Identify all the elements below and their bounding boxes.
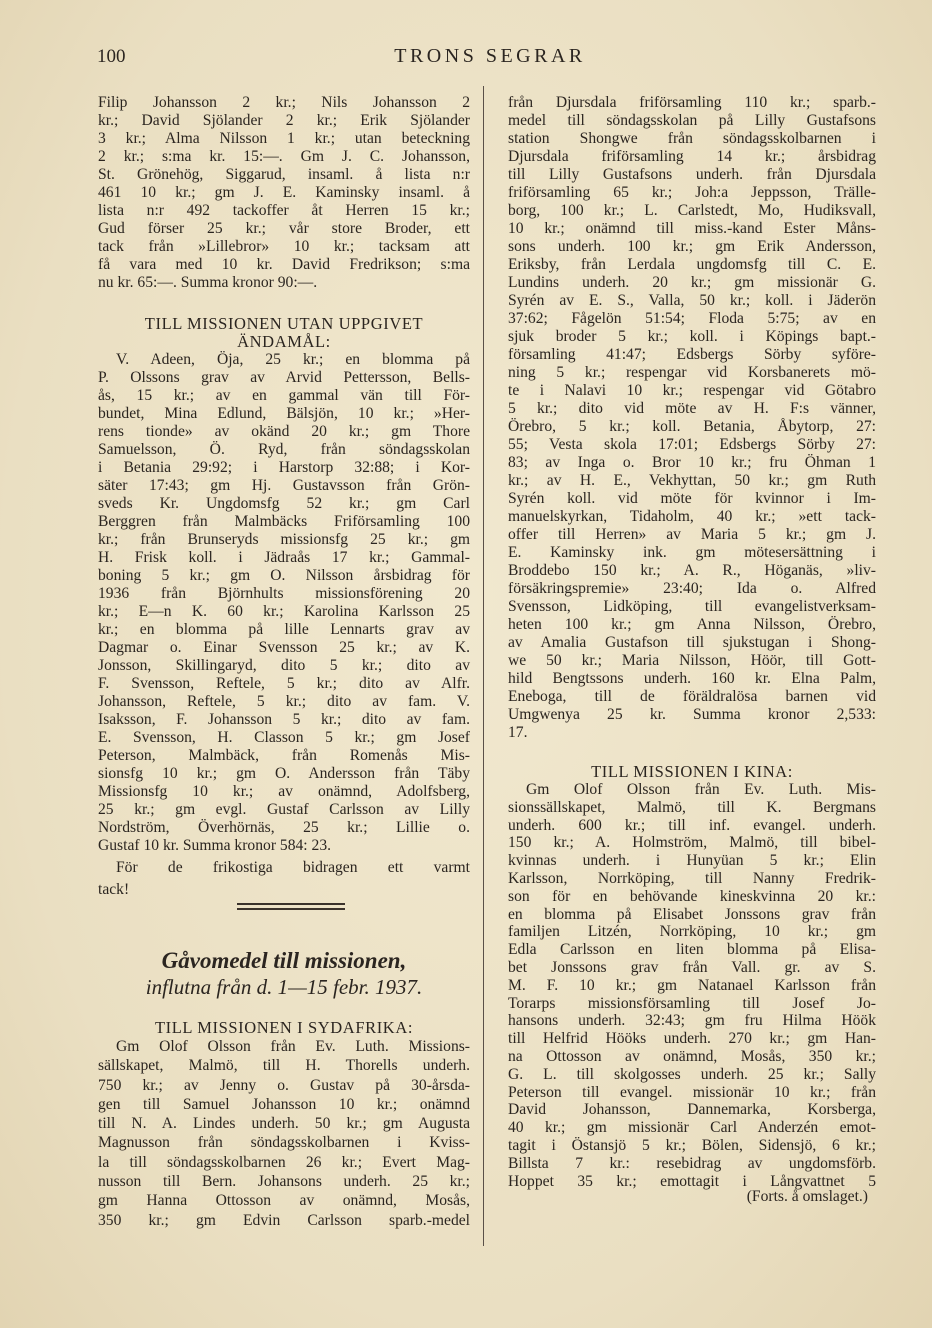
text-line: 37:62; Fågelön 51:54; Floda 5:75; av en xyxy=(508,310,876,327)
text-line: son för en behövande kineskvinna 20 kr.: xyxy=(508,887,876,905)
running-title: TRONS SEGRAR xyxy=(394,45,586,67)
text-line: 40 kr.; gm missionär Carl Anderzén emot- xyxy=(508,1119,876,1137)
text-line: en blomma på Elisabet Jonssons grav från xyxy=(508,905,876,923)
text-line: Eneboga, till de föräldralösa barnen vid xyxy=(508,688,876,705)
text-line: Djursdala friförsamling 14 kr.; årsbidrag xyxy=(508,148,876,165)
text-line: lista n:r 492 tackoffer åt Herren 15 kr.; xyxy=(98,202,470,219)
text-line: från Djursdala friförsamling 110 kr.; sparb.- xyxy=(508,94,876,111)
text-line: 25 kr.; gm evgl. Gustaf Carlsson av Lilly xyxy=(98,801,470,818)
text-line: kr.; från Brunseryds missionsfg 25 kr.; gm xyxy=(98,531,470,548)
text-line: Gm Olof Olsson från Ev. Luth. Mis- xyxy=(526,781,876,798)
column-divider xyxy=(483,86,484,1246)
text-line: 1936 från Björnhults missionsförening 20 xyxy=(98,585,470,602)
text-line: E. Svensson, H. Classon 5 kr.; gm Josef xyxy=(98,729,470,746)
text-line: Örebro, 5 kr.; koll. Betania, Åbytorp, 27: xyxy=(508,418,876,435)
text-line: i Betania 29:92; i Harstorp 32:88; i Kor- xyxy=(98,459,470,476)
text-line: Nordström, Överhörnäs, 25 kr.; Lillie o. xyxy=(98,819,470,836)
text-line: församling 41:47; Edsbergs Sörby syföre- xyxy=(508,346,876,363)
right-paragraph-1 xyxy=(508,94,876,742)
text-line: ås, 15 kr.; av en gammal vän till För- xyxy=(98,387,470,404)
text-line: station Shongwe från söndagsskolbarnen i xyxy=(508,130,876,147)
text-line: St. Grönehög, Siggarud, insaml. å lista n:r xyxy=(98,166,470,183)
left-paragraph-1 xyxy=(98,94,470,292)
text-line: Peterson till evangel. missionär 10 kr.; från xyxy=(508,1083,876,1101)
text-line: Umgwenya 25 kr. Summa kronor 2,533: xyxy=(508,706,876,723)
text-line: Gm Olof Olsson från Ev. Luth. Missions- xyxy=(116,1038,470,1055)
heading-sydafrika: TILL MISSIONEN I SYDAFRIKA: xyxy=(154,1018,414,1037)
text-line: till Lilly Gustafsons underh. från Djursdala xyxy=(508,166,876,183)
text-line: 83; av Inga o. Bror 10 kr.; fru Öhman 1 xyxy=(508,454,876,471)
text-line: Edla Carlsson en liten blomma på Elisa- xyxy=(508,941,876,959)
text-line: Hoppet 35 kr.; emottagit i Långvattnet 5 xyxy=(508,1172,876,1190)
heading-kina: TILL MISSIONEN I KINA: xyxy=(591,762,793,781)
left-paragraph-3 xyxy=(98,857,470,901)
text-line: M. F. 10 kr.; gm Natanael Karlsson från xyxy=(508,976,876,994)
page-number: 100 xyxy=(97,46,126,67)
text-line: Samuelsson, Ö. Ryd, från söndagsskolan xyxy=(98,441,470,458)
text-line: Karlsson, Norrköping, till Nanny Fredrik- xyxy=(508,869,876,887)
text-line: la till söndagsskolbarnen 26 kr.; Evert Mag- xyxy=(98,1153,470,1171)
heading-utan-uppgivet xyxy=(98,314,470,352)
text-line: familjen Litzén, Norrköping, 10 kr.; gm xyxy=(508,923,876,941)
text-line: kvinnas underh. i Hunyüan 5 kr.; Elin xyxy=(508,852,876,870)
text-line: till N. A. Lindes underh. 50 kr.; gm Augusta xyxy=(98,1115,470,1133)
text-line: 3 kr.; Alma Nilsson 1 kr.; utan beteckning xyxy=(98,130,470,147)
text-line: hansons underh. 32:43; gm fru Hilma Höök xyxy=(508,1012,876,1030)
text-line: manuelskyrkan, Tidaholm, 40 kr.; »ett tack- xyxy=(508,508,876,525)
text-line: säter 17:43; gm Hj. Gustavsson från Grön- xyxy=(98,477,470,494)
text-line: sionsfg 10 kr.; gm O. Andersson från Täby xyxy=(98,765,470,782)
left-paragraph-2 xyxy=(98,351,470,855)
text-line: 2 kr.; s:ma kr. 15:—. Gm J. C. Johansson, xyxy=(98,148,470,165)
text-line: För de frikostiga bidragen ett varmt xyxy=(116,859,470,876)
text-line: försäkringspremie» 23:40; Ida o. Alfred xyxy=(508,580,876,597)
text-line: bundet, Mina Edlund, Bälsjön, 10 kr.; »Her- xyxy=(98,405,470,422)
heading-line: TILL MISSIONEN UTAN UPPGIVET xyxy=(144,314,424,333)
text-line: sionssällskapet, Malmö, till K. Bergmans xyxy=(508,798,876,816)
text-line: sjuk broder 5 kr.; koll. i Köpings bapt.- xyxy=(508,328,876,345)
section-title: Gåvomedel till missionen, xyxy=(161,948,407,973)
text-line: kr.; av H. E., Vekhyttan, 50 kr.; gm Ruth xyxy=(508,472,876,489)
text-line: tack! xyxy=(98,881,130,898)
text-line: Broddebo 150 kr.; A. R., Höganäs, »liv- xyxy=(508,562,876,579)
text-line: medel till söndagsskolan på Lilly Gustafsons xyxy=(508,112,876,129)
text-line: Eriksby, från Lerdala ungdomsfg till C. E. xyxy=(508,256,876,273)
text-line: heten 100 kr.; gm Anna Nilsson, Örebro, xyxy=(508,616,876,633)
text-line: David Johansson, Dannemarka, Korsberga, xyxy=(508,1101,876,1119)
text-line: 5 kr.; dito vid möte av H. F:s vänner, xyxy=(508,400,876,417)
text-line: kr.; E—n K. 60 kr.; Karolina Karlsson 25 xyxy=(98,603,470,620)
text-line: Missionsfg 10 kr.; av onämnd, Adolfsberg, xyxy=(98,783,470,800)
text-line: kr.; David Sjölander 2 kr.; Erik Sjölander xyxy=(98,112,470,129)
text-line: Peterson, Malmbäck, från Romenås Mis- xyxy=(98,747,470,764)
text-line: Dagmar o. Einar Svensson 25 kr.; av K. xyxy=(98,639,470,656)
text-line: nu kr. 65:—. Summa kronor 90:—. xyxy=(98,274,318,291)
text-line: H. Frisk koll. i Jädraås 17 kr.; Gammal- xyxy=(98,549,470,566)
text-line: tagit i Östansjö 5 kr.; Bölen, Sidensjö, 6 kr.; xyxy=(508,1136,876,1154)
left-paragraph-4 xyxy=(98,1037,470,1230)
text-line: bet Jonssons grav från Vall. gr. av S. xyxy=(508,958,876,976)
text-line: få vara med 10 kr. David Fredrikson; s:ma xyxy=(98,256,470,273)
text-line: 10 kr.; onämnd till miss.-kand Ester Måns- xyxy=(508,220,876,237)
text-line: boning 5 kr.; gm O. Nilsson årsbidrag för xyxy=(98,567,470,584)
text-line: sons underh. 100 kr.; gm Erik Andersson, xyxy=(508,238,876,255)
text-line: till Helfrid Hööks underh. 270 kr.; gm Han- xyxy=(508,1030,876,1048)
text-line: 350 kr.; gm Edvin Carlsson sparb.-medel xyxy=(98,1211,470,1229)
text-line: 17. xyxy=(508,724,528,741)
text-line: na Ottosson av onämnd, Mosås, 350 kr.; xyxy=(508,1047,876,1065)
text-line: sveds Kr. Ungdomsfg 52 kr.; gm Carl xyxy=(98,495,470,512)
text-line: Johansson, Reftele, 5 kr.; dito av fam. V. xyxy=(98,693,470,710)
double-rule-divider xyxy=(237,903,345,910)
text-line: Isaksson, F. Johansson 5 kr.; dito av fam. xyxy=(98,711,470,728)
text-line: underh. 600 kr.; till inf. evangel. underh. xyxy=(508,816,876,834)
text-line: borg, 100 kr.; L. Carlstedt, Mo, Hudiksvall, xyxy=(508,202,876,219)
text-line: kr.; en blomma på lille Lennarts grav av xyxy=(98,621,470,638)
text-line: friförsamling 65 kr.; Joh:a Jeppsson, Trälle- xyxy=(508,184,876,201)
text-line: gm Hanna Ottosson av onämnd, Mosås, xyxy=(98,1192,470,1210)
text-line: E. Kaminsky ink. gm mötesersättning i xyxy=(508,544,876,561)
text-line: te i Nalavi 10 kr.; respengar vid Götabro xyxy=(508,382,876,399)
text-line: Gustaf 10 kr. Summa kronor 584: 23. xyxy=(98,837,332,854)
text-line: 461 10 kr.; gm J. E. Kaminsky insaml. å xyxy=(98,184,470,201)
continued-note: (Forts. å omslaget.) xyxy=(746,1188,868,1205)
text-line: offer till Herren» av Maria 5 kr.; gm J. xyxy=(508,526,876,543)
text-line: rens tionde» av okänd 20 kr.; gm Thore xyxy=(98,423,470,440)
text-line: Filip Johansson 2 kr.; Nils Johansson 2 xyxy=(98,94,470,111)
text-line: Berggren från Malmbäcks Friförsamling 100 xyxy=(98,513,470,530)
text-line: Gud förser 25 kr.; vår store Broder, ett xyxy=(98,220,470,237)
text-line: tack från »Lillebror» 10 kr.; tacksam att xyxy=(98,238,470,255)
right-paragraph-2 xyxy=(508,781,876,1190)
text-line: we 50 kr.; Maria Nilsson, Höör, till Gott- xyxy=(508,652,876,669)
text-line: F. Svensson, Reftele, 5 kr.; dito av Alfr. xyxy=(98,675,470,692)
text-line: V. Adeen, Öja, 25 kr.; en blomma på xyxy=(116,351,470,368)
text-line: gen till Samuel Johansson 10 kr.; onämnd xyxy=(98,1095,470,1113)
text-line: Syrén koll. vid möte för kvinnor i Im- xyxy=(508,490,876,507)
text-line: P. Olssons grav av Arvid Pettersson, Bells- xyxy=(98,369,470,386)
text-line: 150 kr.; A. Holmström, Malmö, till bibel- xyxy=(508,834,876,852)
text-line: av Amalia Gustafson till sjukstugan i Shong- xyxy=(508,634,876,651)
text-line: Lundins underh. 20 kr.; gm missionär G. xyxy=(508,274,876,291)
text-line: 750 kr.; av Jenny o. Gustav på 30-årsda- xyxy=(98,1076,470,1094)
section-subtitle: influtna från d. 1—15 febr. 1937. xyxy=(145,975,423,999)
text-line: Magnusson från söndagsskolbarnen i Kviss- xyxy=(98,1134,470,1152)
text-line: sällskapet, Malmö, till H. Thorells underh. xyxy=(98,1057,470,1075)
text-line: Torarps missionsförsamling till Josef Jo- xyxy=(508,994,876,1012)
text-line: ning 5 kr.; respengar vid Korsbanerets mö- xyxy=(508,364,876,381)
text-line: Jonsson, Skillingaryd, dito 5 kr.; dito av xyxy=(98,657,470,674)
text-line: G. L. till skolgosses underh. 25 kr.; Sally xyxy=(508,1065,876,1083)
text-line: Syrén av E. S., Valla, 50 kr.; koll. i Jäderön xyxy=(508,292,876,309)
text-line: Svensson, Lidköping, till evangelistverksam- xyxy=(508,598,876,615)
text-line: hild Bengtssons underh. 160 kr. Elna Palm, xyxy=(508,670,876,687)
heading-line: ÄNDAMÅL: xyxy=(237,332,331,351)
text-line: 55; Vesta skola 17:01; Edsbergs Sörby 27: xyxy=(508,436,876,453)
text-line: nusson till Bern. Johansons underh. 25 kr.; xyxy=(98,1173,470,1191)
text-line: Billsta 7 kr.: resebidrag av ungdomsförb. xyxy=(508,1154,876,1172)
